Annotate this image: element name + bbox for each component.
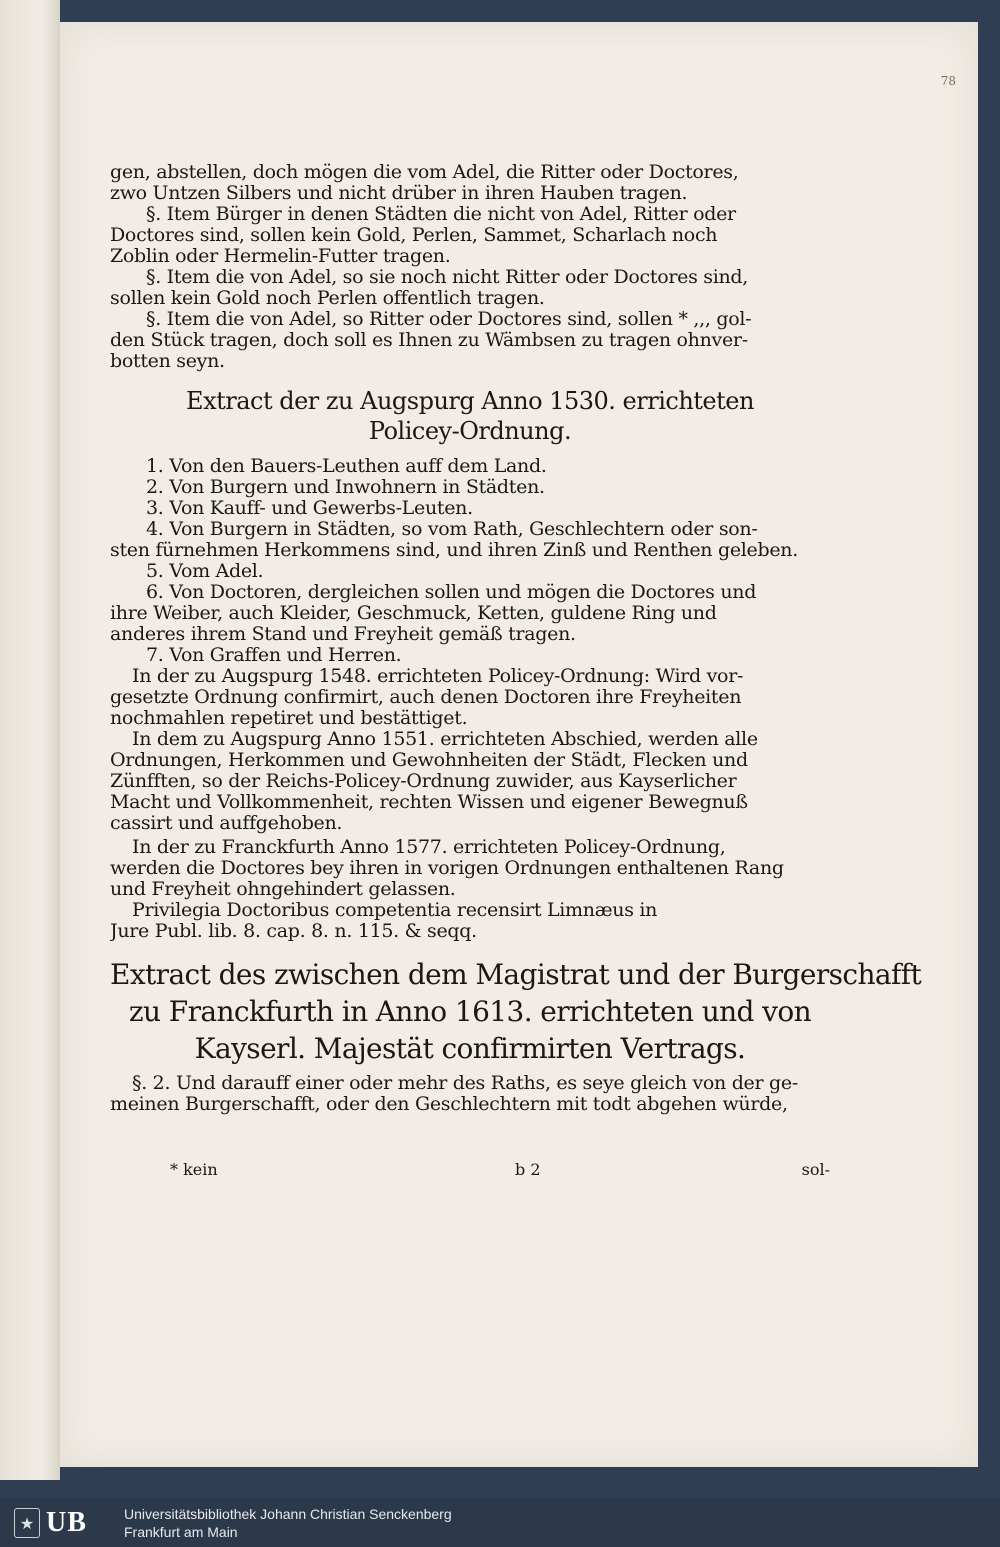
institution-line-1: Universitätsbibliothek Johann Christian Senckenberg	[124, 1506, 452, 1522]
text-line: In der zu Franckfurth Anno 1577. errichteten Policey-Ordnung,	[132, 837, 726, 858]
list-item: 6. Von Doctoren, dergleichen sollen und mögen die Doctores und	[146, 582, 757, 603]
text-line: botten seyn.	[110, 351, 225, 372]
list-item: 2. Von Burgern und Inwohnern in Städten.	[146, 477, 545, 498]
folio-number: 78	[940, 74, 956, 88]
catchword-line	[110, 1160, 830, 1184]
text-line: Macht und Vollkommenheit, rechten Wissen und eigener Bewegnuß	[110, 792, 748, 813]
institution-line-2: Frankfurt am Main	[124, 1524, 238, 1540]
text-line: werden die Doctores bey ihren in vorigen Ordnungen enthaltenen Rang	[110, 858, 784, 879]
library-logo[interactable]	[14, 1508, 116, 1538]
section-heading: Policey-Ordnung.	[368, 417, 572, 445]
text-line: sollen kein Gold noch Perlen offentlich tragen.	[110, 288, 545, 309]
list-item: 5. Vom Adel.	[146, 561, 264, 582]
text-line: zwo Untzen Silbers und nicht drüber in ihren Hauben tragen.	[110, 183, 688, 204]
list-item: anderes ihrem Stand und Freyheit gemäß tragen.	[110, 624, 576, 645]
text-line: nochmahlen repetiret und bestättiget.	[110, 708, 468, 729]
section-heading: zu Franckfurth in Anno 1613. errichteten und von	[128, 995, 812, 1028]
footnote-marker: * kein	[170, 1160, 218, 1179]
text-line: cassirt und auffgehoben.	[110, 813, 343, 834]
custos-word: sol-	[801, 1160, 830, 1179]
text-line: und Freyheit ohngehindert gelassen.	[110, 879, 456, 900]
text-line: In dem zu Augspurg Anno 1551. errichteten Abschied, werden alle	[132, 729, 758, 750]
text-line: Zünfften, so der Reichs-Policey-Ordnung zuwider, aus Kayserlicher	[110, 771, 737, 792]
text-line: §. 2. Und darauff einer oder mehr des Raths, es seye gleich von der ge-	[132, 1073, 798, 1094]
list-item: 7. Von Graffen und Herren.	[146, 645, 402, 666]
signature-mark: b 2	[515, 1160, 541, 1179]
text-line: §. Item die von Adel, so Ritter oder Doctores sind, sollen * ,,, gol-	[146, 309, 752, 330]
text-line: Ordnungen, Herkommen und Gewohnheiten der Städt, Flecken und	[110, 750, 748, 771]
crest-icon: ★	[14, 1508, 40, 1538]
list-item: sten fürnehmen Herkommens sind, und ihren Zinß und Renthen geleben.	[110, 540, 798, 561]
text-line: §. Item Bürger in denen Städten die nicht von Adel, Ritter oder	[146, 204, 736, 225]
list-item: 1. Von den Bauers-Leuthen auff dem Land.	[146, 456, 547, 477]
list-item: 4. Von Burgern in Städten, so vom Rath, Geschlechtern oder son-	[146, 519, 758, 540]
page-text	[110, 162, 922, 1115]
list-item: ihre Weiber, auch Kleider, Geschmuck, Ketten, guldene Ring und	[110, 603, 717, 624]
text-line: Privilegia Doctoribus competentia recensirt Limnæus in	[132, 900, 658, 921]
text-line: gen, abstellen, doch mögen die vom Adel, die Ritter oder Doctores,	[110, 162, 739, 183]
list-item: 3. Von Kauff- und Gewerbs-Leuten.	[146, 498, 473, 519]
text-line: Doctores sind, sollen kein Gold, Perlen, Sammet, Scharlach noch	[110, 225, 718, 246]
text-line: Jure Publ. lib. 8. cap. 8. n. 115. & seqq.	[110, 921, 477, 942]
page-gutter	[0, 0, 60, 1480]
logo-text: UB	[46, 1507, 87, 1538]
text-line: den Stück tragen, doch soll es Ihnen zu Wämbsen zu tragen ohnver-	[110, 330, 748, 351]
text-line: meinen Burgerschafft, oder den Geschlechtern mit todt abgehen würde,	[110, 1094, 788, 1115]
text-line: In der zu Augspurg 1548. errichteten Policey-Ordnung: Wird vor-	[132, 666, 744, 687]
institution-name	[124, 1505, 452, 1541]
section-heading: Extract des zwischen dem Magistrat und der Burgerschafft	[110, 958, 922, 991]
section-heading: Extract der zu Augspurg Anno 1530. errichteten	[186, 387, 754, 415]
section-heading: Kayserl. Majestät confirmirten Vertrags.	[194, 1032, 746, 1065]
text-line: gesetzte Ordnung confirmirt, auch denen Doctoren ihre Freyheiten	[110, 687, 742, 708]
library-footer	[0, 1497, 1000, 1547]
text-line: Zoblin oder Hermelin-Futter tragen.	[110, 246, 451, 267]
text-line: §. Item die von Adel, so sie noch nicht Ritter oder Doctores sind,	[146, 267, 749, 288]
document-page	[60, 22, 978, 1467]
